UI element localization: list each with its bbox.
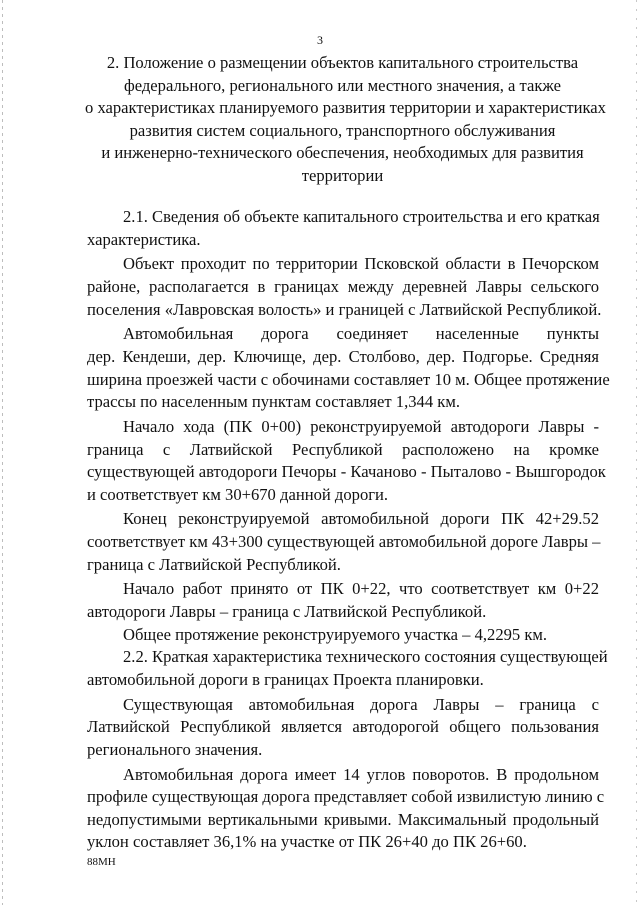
- text-line: характеристика.: [87, 229, 201, 249]
- text-line: Общее протяжение реконструируемого участка – 4,2295 км.: [123, 624, 548, 644]
- text-line: Начало хода (ПК 0+00) реконструируемой автодороги Лавры -: [123, 416, 599, 436]
- text-line: поселения «Лавровская волость» и границей с Латвийской Республикой.: [87, 299, 602, 319]
- text-line: уклон составляет 36,1% на участке от ПК 26+40 до ПК 26+60.: [87, 832, 527, 852]
- paragraph-route-end: [87, 508, 599, 576]
- text-line: автомобильной дороги в границах Проекта планировки.: [87, 669, 484, 689]
- text-line: профиле существующая дорога представляет собой извилистую линию с: [87, 787, 605, 807]
- text-line: 2.1. Сведения об объекте капитального строительства и его краткая: [123, 207, 600, 226]
- text-line: трассы по населенным пунктам составляет 1,344 км.: [87, 392, 460, 412]
- text-line: Существующая автомобильная дорога Лавры – граница с: [123, 694, 599, 714]
- page-number: 3: [317, 33, 323, 47]
- paragraph-object-location: [87, 253, 602, 321]
- scan-edge-left: [2, 0, 3, 905]
- paragraph-road-connects: [87, 323, 610, 413]
- text-line: Автомобильная дорога соединяет населенные пункты: [123, 324, 599, 344]
- heading-line: федерального, регионального или местного значения, а также: [123, 75, 562, 95]
- text-line: Латвийской Республикой является автодорогой общего пользования: [87, 717, 599, 737]
- heading-line: развития систем социального, транспортного обслуживания: [129, 120, 556, 140]
- text-line: Автомобильная дорога имеет 14 углов поворотов. В продольном: [123, 764, 599, 784]
- text-line: регионального значения.: [87, 739, 263, 759]
- text-line: граница с Латвийской Республикой расположено на кромке: [87, 439, 599, 459]
- text-line: районе, располагается в границах между деревней Лавры сельского: [87, 276, 599, 296]
- text-line: граница с Латвийской Республикой.: [87, 554, 341, 574]
- paragraph-road-profile: [87, 764, 605, 854]
- text-line: дер. Кендеши, дер. Ключище, дер. Столбово, дер. Подгорье. Средняя: [87, 346, 599, 366]
- text-line: Объект проходит по территории Псковской области в Печорском: [123, 254, 599, 274]
- paragraph-subsection-2-1: [87, 206, 599, 251]
- heading-line: 2. Положение о размещении объектов капитального строительства: [106, 53, 579, 72]
- paragraph-route-start: [87, 416, 606, 506]
- heading-line: территории: [301, 165, 384, 185]
- text-line: автодороги Лавры – граница с Латвийской Республикой.: [87, 602, 487, 622]
- text-line: ширина проезжей части с обочинами составляет 10 м. Общее протяжение: [87, 369, 610, 389]
- scan-edge-right: [636, 0, 637, 905]
- section-heading: [85, 52, 606, 187]
- paragraph-road-status: [87, 694, 599, 762]
- paragraph-subsection-2-2: [87, 646, 608, 691]
- paragraph-works-start: [87, 578, 599, 623]
- text-line: недопустимыми вертикальными кривыми. Максимальный продольный: [87, 809, 599, 829]
- text-line: существующей автодороги Печоры - Качаново - Пыталово - Вышгородок: [87, 462, 606, 482]
- text-line: Начало работ принято от ПК 0+22, что соответствует км 0+22: [123, 579, 599, 599]
- body-text: [87, 206, 610, 854]
- text-line: Конец реконструируемой автомобильной дороги ПК 42+29.52: [123, 509, 599, 529]
- footer-document-code: 88МН: [87, 856, 116, 868]
- text-line: и соответствует км 30+670 данной дороги.: [87, 484, 389, 504]
- heading-line: о характеристиках планируемого развития территории и характеристиках: [85, 98, 606, 117]
- text-line: 2.2. Краткая характеристика технического состояния существующей: [123, 647, 608, 667]
- text-line: соответствует км 43+300 существующей автомобильной дороге Лавры –: [87, 532, 601, 552]
- heading-line: и инженерно-технического обеспечения, необходимых для развития: [101, 143, 584, 162]
- paragraph-total-length: [87, 624, 599, 647]
